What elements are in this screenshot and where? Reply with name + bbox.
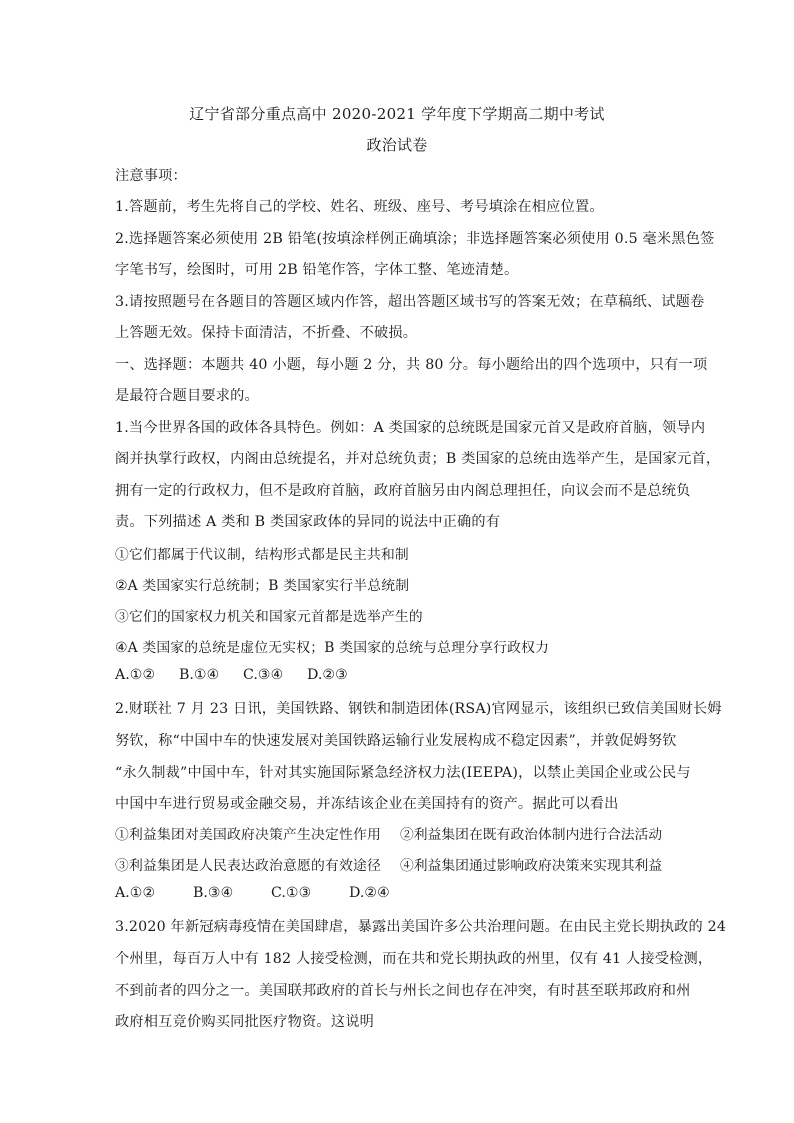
- q2-option-a[interactable]: A.①②: [115, 885, 156, 901]
- q1-option-a[interactable]: A.①②: [115, 667, 156, 683]
- q1-stem-line-4: 责。下列描述 A 类和 B 类国家政体的异同的说法中正确的有: [115, 514, 501, 530]
- q1-option-d[interactable]: D.②③: [307, 667, 348, 683]
- q1-stem-line-3: 拥有一定的行政权力，但不是政府首脑，政府首脑另由内阁总理担任，向议会而不是总统负: [115, 483, 691, 499]
- q3-stem-line-3: 不到前者的四分之一。美国联邦政府的首长与州长之间也存在冲突，有时甚至联邦政府和州: [115, 983, 691, 999]
- section-heading-line-1: 一、选择题：本题共 40 小题，每小题 2 分，共 80 分。每小题给出的四个选项中，只有一项: [115, 357, 708, 373]
- q1-statement-1: ①它们都属于代议制，结构形式都是民主共和制: [115, 547, 409, 563]
- note-2-line-2: 字笔书写，绘图时，可用 2B 铅笔作答，字体工整、笔迹清楚。: [115, 262, 519, 278]
- q2-statement-4: ④利益集团通过影响政府决策来实现其利益: [400, 858, 663, 874]
- q1-option-b[interactable]: B.①④: [179, 667, 220, 683]
- note-1: 1.答题前，考生先将自己的学校、姓名、班级、座号、考号填涂在相应位置。: [115, 199, 604, 215]
- note-3-line-1: 3.请按照题号在各题目的答题区域内作答，超出答题区域书写的答案无效；在草稿纸、试题卷: [115, 294, 705, 310]
- q3-stem-line-2: 个州里，每百万人中有 182 人接受检测，而在共和党长期执政的州里，仅有 41 人接受检测，: [115, 951, 713, 967]
- q2-stem-line-1: 2.财联社 7 月 23 日讯，美国铁路、钢铁和制造团体(RSA)官网显示，该组织已致信美国财长姆: [115, 701, 722, 717]
- q1-options: [115, 667, 371, 683]
- note-2-line-1: 2.选择题答案必须使用 2B 铅笔(按填涂样例正确填涂；非选择题答案必须使用 0.5 毫米黑色签: [115, 231, 715, 247]
- q2-statement-2: ②利益集团在既有政治体制内进行合法活动: [400, 827, 663, 843]
- q1-stem-line-2: 阁并执掌行政权，内阁由总统提名，并对总统负责；B 类国家的总统由选举产生，是国家元首，: [115, 451, 721, 467]
- q2-statement-3: ③利益集团是人民表达政治意愿的有效途径: [115, 858, 381, 874]
- q2-statement-1: ①利益集团对美国政府决策产生决定性作用: [115, 827, 381, 843]
- q1-option-c[interactable]: C.③④: [243, 667, 284, 683]
- note-3-line-2: 上答题无效。保持卡面清洁，不折叠、不破损。: [115, 325, 418, 341]
- notes-heading: 注意事项：: [115, 168, 187, 184]
- section-heading-line-2: 是最符合题目要求的。: [115, 388, 259, 404]
- q1-statement-2: ②A 类国家实行总统制；B 类国家实行半总统制: [115, 578, 410, 594]
- q3-stem-line-1: 3.2020 年新冠病毒疫情在美国肆虐，暴露出美国许多公共治理问题。在由民主党长期执政的 24: [115, 919, 727, 935]
- q2-stem-line-3: “永久制裁”中国中车，针对其实施国际紧急经济权力法(IEEPA)，以禁止美国企业或公民与: [115, 765, 691, 781]
- q1-statement-4: ④A 类国家的总统是虚位无实权；B 类国家的总统与总理分享行政权力: [115, 640, 550, 656]
- q2-option-d[interactable]: D.②④: [349, 885, 390, 901]
- exam-subject: 政治试卷: [366, 136, 428, 154]
- q2-options: [115, 885, 427, 901]
- q2-option-b[interactable]: B.③④: [193, 885, 234, 901]
- q1-stem-line-1: 1.当今世界各国的政体各具特色。例如：A 类国家的总统既是国家元首又是政府首脑，领导内: [115, 420, 706, 436]
- exam-title: 辽宁省部分重点高中 2020-2021 学年度下学期高二期中考试: [189, 105, 605, 123]
- q2-stem-line-2: 努钦，称“中国中车的快速发展对美国铁路运输行业发展构成不稳定因素”，并敦促姆努钦: [115, 733, 677, 749]
- q1-statement-3: ③它们的国家权力机关和国家元首都是选举产生的: [115, 609, 423, 625]
- q2-option-c[interactable]: C.①③: [271, 885, 312, 901]
- q3-stem-line-4: 政府相互竞价购买同批医疗物资。这说明: [115, 1014, 374, 1030]
- q2-stem-line-4: 中国中车进行贸易或金融交易，并冻结该企业在美国持有的资产。据此可以看出: [115, 796, 619, 812]
